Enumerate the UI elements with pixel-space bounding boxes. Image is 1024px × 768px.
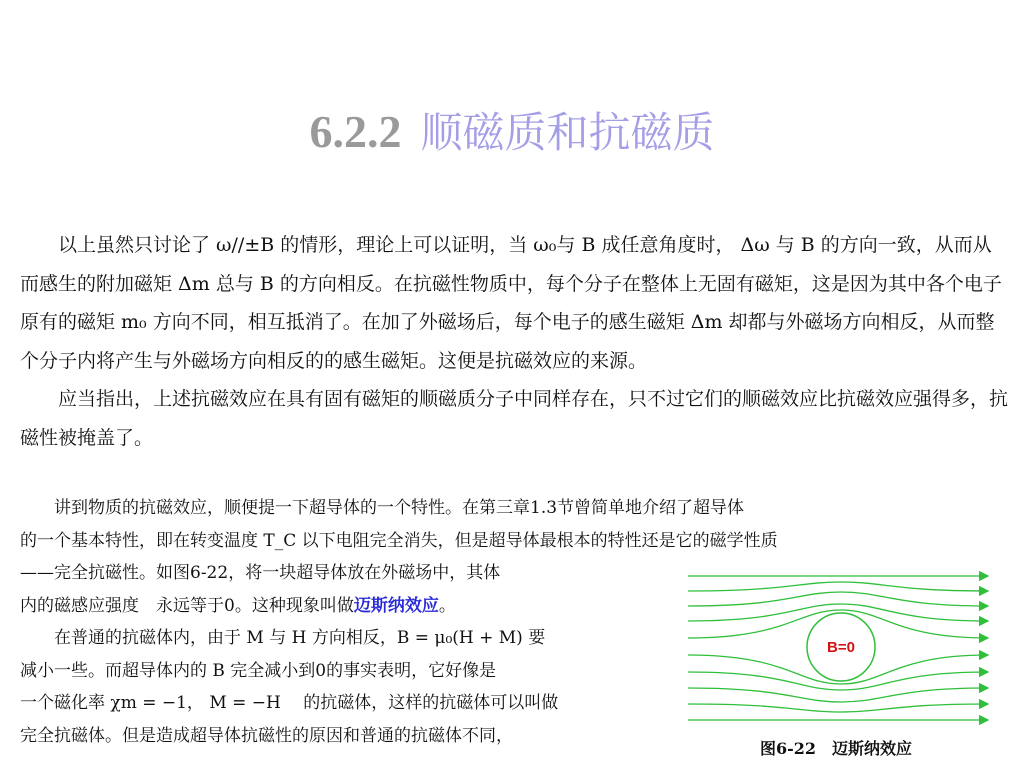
sc-line-5: 在普通的抗磁体内，由于 M 与 H 方向相反，B = μ₀(H + M) 要 xyxy=(54,628,546,648)
sc-line-2: 的一个基本特性，即在转变温度 T_C 以下电阻完全消失，但是超导体最根本的特性还是它的磁学性质 xyxy=(20,530,778,551)
sc-line-7: 一个磁化率 χm = −1， M = −H 的抗磁体，这样的抗磁体可以叫做 xyxy=(20,693,559,713)
sc-line-8: 完全抗磁体。但是造成超导体抗磁性的原因和普通的抗磁体不同， xyxy=(20,725,513,746)
paragraph-paramagnetic-note: 应当指出，上述抗磁效应在具有固有磁矩的顺磁质分子中同样存在，只不过它们的顺磁效应比抗磁效应强得多，抗磁性被掩盖了。 xyxy=(20,388,1009,449)
section-number: 6.2.2 xyxy=(309,106,402,157)
body-paragraphs xyxy=(20,226,1008,457)
sc-line-1: 讲到物质的抗磁效应，顺便提一下超导体的一个特性。在第三章1.3节曾简单地介绍了超导体 xyxy=(54,498,745,518)
page-title xyxy=(0,100,1024,160)
field-label: B=0 xyxy=(827,639,855,656)
sc-line-6: 减小一些。而超导体内的 B 完全减小到0的事实表明，它好像是 xyxy=(20,660,497,681)
sc-line-4-a: 内的磁感应强度 永远等于0。这种现象叫做 xyxy=(20,595,354,616)
figure-caption: 图6-22 迈斯纳效应 xyxy=(760,739,913,758)
sc-line-4-b: 。 xyxy=(438,595,456,616)
paragraph-diamagnetic-origin: 以上虽然只讨论了 ω//±B 的情形，理论上可以证明，当 ω₀与 B 成任意角度时， Δω 与 B 的方向一致，从而从而感生的附加磁矩 Δm 总与 B 的方向相反。在抗磁性物质中，每个分子在整体上无固有磁矩，这是因为其中各个电子原有的磁矩 m₀ 方向不同，相互抵消了。在加了外磁场后，每个电子的感生磁矩 Δm 却都与外磁场方向相反，从而整个分子内将产生与外磁场方向相反的的感生磁矩。这便是抗磁效应的来源。 xyxy=(20,234,1002,372)
sc-line-4 xyxy=(20,590,680,623)
meissner-effect-link[interactable]: 迈斯纳效应 xyxy=(353,595,439,616)
meissner-effect-diagram xyxy=(688,562,994,732)
section-title: 顺磁质和抗磁质 xyxy=(420,108,715,157)
sc-line-3: ——完全抗磁性。如图6-22，将一块超导体放在外磁场中，其体 xyxy=(20,563,501,583)
